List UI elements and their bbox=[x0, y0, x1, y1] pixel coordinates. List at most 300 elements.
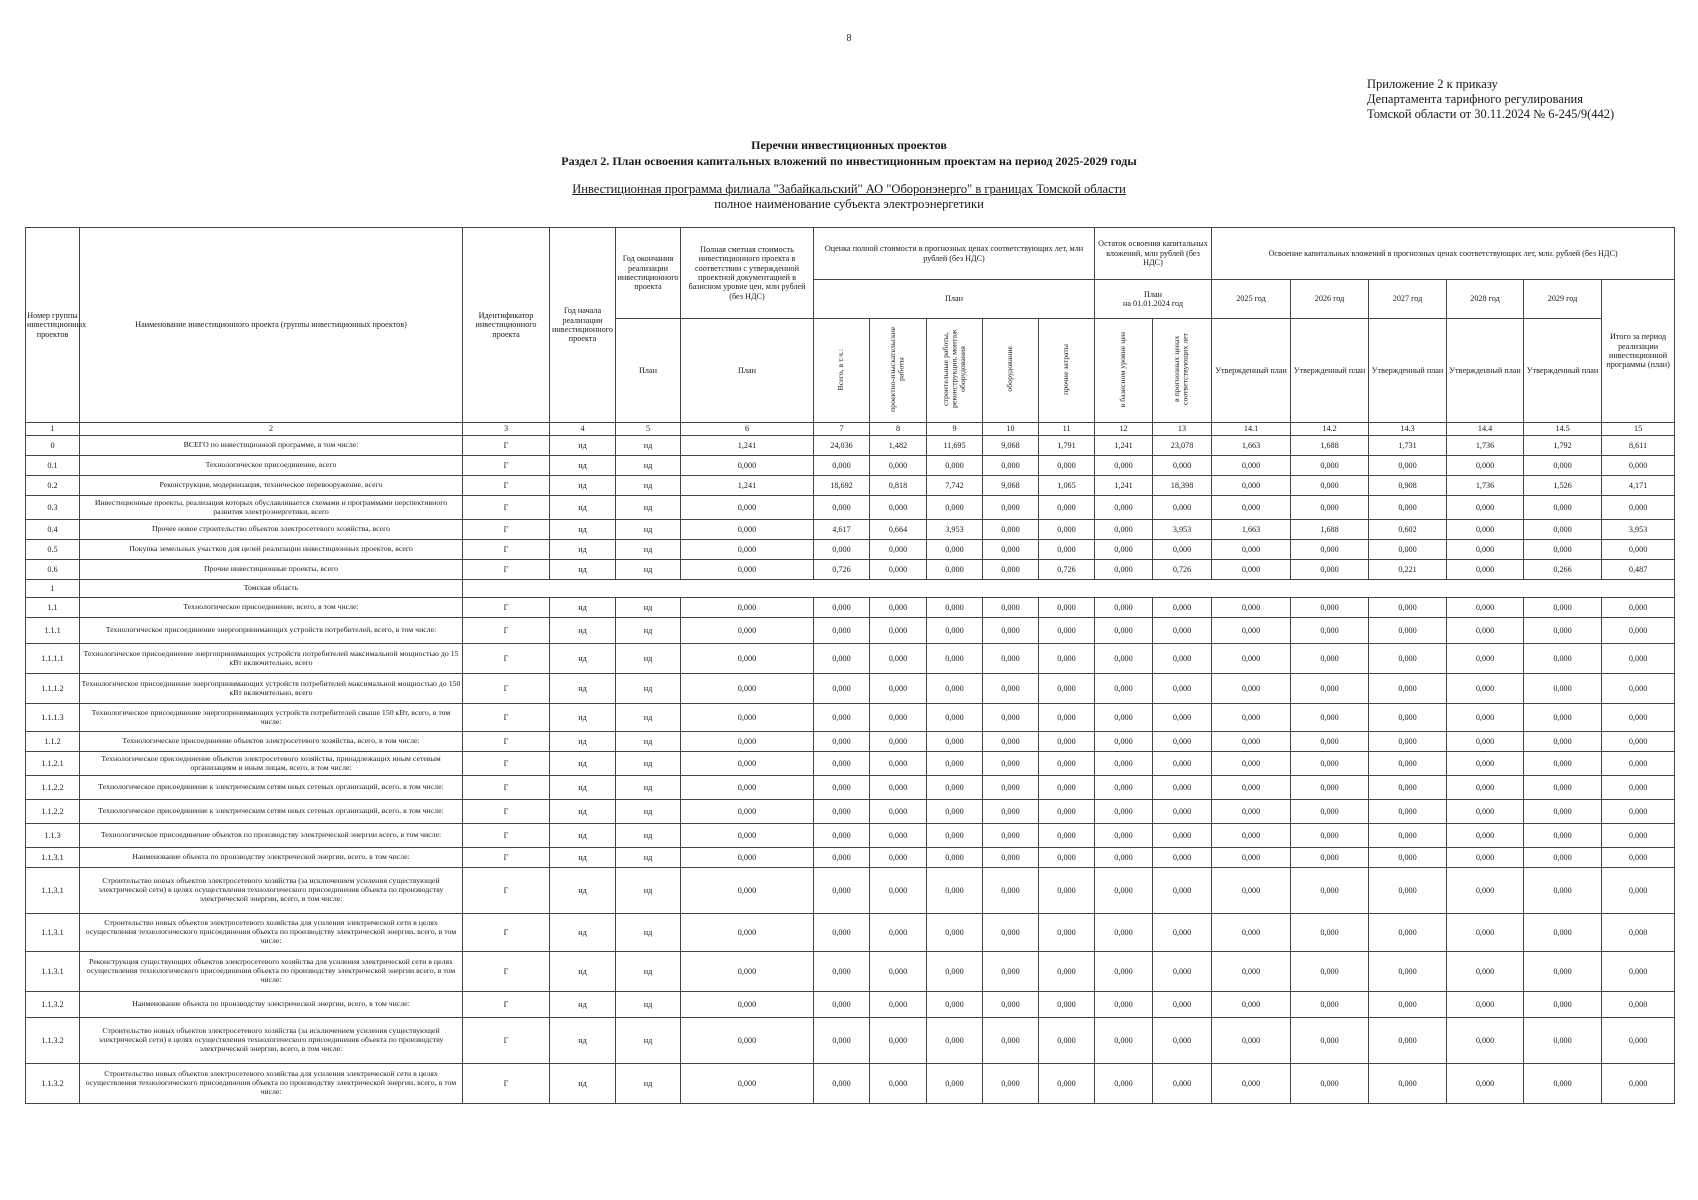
row-year-end: нд bbox=[616, 952, 681, 992]
row-value: 0,000 bbox=[1447, 800, 1524, 824]
row-name: Технологическое присоединение, всего bbox=[80, 456, 463, 476]
row-value: 1,241 bbox=[1095, 436, 1153, 456]
row-full-cost: 0,000 bbox=[681, 618, 814, 644]
row-value: 9,068 bbox=[983, 476, 1039, 496]
row-value: 0,000 bbox=[1095, 618, 1153, 644]
row-value: 0,000 bbox=[1602, 824, 1675, 848]
row-value: 0,000 bbox=[814, 848, 870, 868]
row-value: 0,000 bbox=[1095, 952, 1153, 992]
table-row bbox=[26, 992, 1675, 1018]
row-value: 0,000 bbox=[1212, 560, 1291, 580]
row-year-start: нд bbox=[550, 992, 616, 1018]
row-year-end: нд bbox=[616, 752, 681, 776]
row-value: 0,000 bbox=[1039, 952, 1095, 992]
row-name: Технологическое присоединение к электрическим сетям иных сетевых организаций, всего, в том числе: bbox=[80, 800, 463, 824]
row-full-cost: 0,000 bbox=[681, 868, 814, 914]
table-row bbox=[26, 520, 1675, 540]
row-year-start: нд bbox=[550, 1018, 616, 1064]
row-year-end: нд bbox=[616, 456, 681, 476]
row-year-start: нд bbox=[550, 476, 616, 496]
column-number: 14.4 bbox=[1447, 423, 1524, 436]
row-value: 0,000 bbox=[1095, 732, 1153, 752]
row-value: 0,000 bbox=[814, 540, 870, 560]
table-row bbox=[26, 618, 1675, 644]
row-value: 1,731 bbox=[1369, 436, 1447, 456]
row-value: 0,000 bbox=[1291, 800, 1369, 824]
row-value: 0,000 bbox=[870, 752, 927, 776]
row-year-start: нд bbox=[550, 540, 616, 560]
row-value: 0,000 bbox=[1039, 618, 1095, 644]
row-value: 0,602 bbox=[1369, 520, 1447, 540]
column-number: 15 bbox=[1602, 423, 1675, 436]
row-identifier: Г bbox=[463, 824, 550, 848]
row-value: 0,000 bbox=[1039, 800, 1095, 824]
row-number: 1.1.3.2 bbox=[26, 1018, 80, 1064]
row-value: 0,000 bbox=[1039, 824, 1095, 848]
row-value: 0,000 bbox=[1212, 868, 1291, 914]
row-value: 0,000 bbox=[1524, 824, 1602, 848]
row-value: 7,742 bbox=[927, 476, 983, 496]
row-value: 0,000 bbox=[1602, 952, 1675, 992]
row-value: 0,000 bbox=[1447, 992, 1524, 1018]
row-value: 0,000 bbox=[1602, 732, 1675, 752]
row-value: 0,000 bbox=[927, 824, 983, 848]
row-value: 18,692 bbox=[814, 476, 870, 496]
row-value: 0,000 bbox=[1095, 560, 1153, 580]
organization-block bbox=[0, 182, 1698, 212]
row-value: 0,000 bbox=[983, 800, 1039, 824]
row-value: 0,000 bbox=[814, 952, 870, 992]
row-value: 0,000 bbox=[1369, 456, 1447, 476]
row-name: Технологическое присоединение к электрическим сетям иных сетевых организаций, всего, в том числе: bbox=[80, 776, 463, 800]
row-value: 0,000 bbox=[1291, 618, 1369, 644]
header-full-cost: Полная сметная стоимость инвестиционного проекта в соответствии с утвержденной проектной документацией в базисном уровне цен, млн рублей (без НДС) bbox=[681, 228, 814, 319]
header-plan-line: План bbox=[1144, 289, 1163, 299]
row-value: 0,000 bbox=[983, 520, 1039, 540]
row-number: 1.1 bbox=[26, 598, 80, 618]
row-value: 1,791 bbox=[1039, 436, 1095, 456]
table-row bbox=[26, 914, 1675, 952]
row-value: 0,000 bbox=[1039, 914, 1095, 952]
appendix-line: Томской области от 30.11.2024 № 6-245/9(442) bbox=[1367, 107, 1615, 121]
row-value: 0,000 bbox=[1369, 704, 1447, 732]
row-value: 23,078 bbox=[1153, 436, 1212, 456]
row-value: 0,000 bbox=[1153, 704, 1212, 732]
row-number: 1.1.3.1 bbox=[26, 914, 80, 952]
table-row bbox=[26, 704, 1675, 732]
row-full-cost: 0,000 bbox=[681, 776, 814, 800]
row-value: 0,000 bbox=[983, 674, 1039, 704]
column-number: 12 bbox=[1095, 423, 1153, 436]
row-value: 0,000 bbox=[1039, 848, 1095, 868]
row-value: 0,000 bbox=[814, 704, 870, 732]
row-value: 0,000 bbox=[927, 704, 983, 732]
row-value: 0,000 bbox=[870, 824, 927, 848]
row-value: 0,000 bbox=[927, 732, 983, 752]
row-identifier: Г bbox=[463, 848, 550, 868]
row-value: 0,000 bbox=[814, 732, 870, 752]
row-value: 3,953 bbox=[927, 520, 983, 540]
row-value: 1,736 bbox=[1447, 436, 1524, 456]
row-value: 0,000 bbox=[1039, 456, 1095, 476]
row-value: 0,000 bbox=[1291, 914, 1369, 952]
column-number: 5 bbox=[616, 423, 681, 436]
row-year-start: нд bbox=[550, 824, 616, 848]
row-value: 0,000 bbox=[1524, 992, 1602, 1018]
row-value: 0,000 bbox=[1212, 848, 1291, 868]
row-year-end: нд bbox=[616, 992, 681, 1018]
section-empty-cell bbox=[463, 580, 1675, 598]
row-value: 0,000 bbox=[927, 644, 983, 674]
row-value: 0,000 bbox=[1602, 848, 1675, 868]
row-value: 0,000 bbox=[983, 732, 1039, 752]
row-value: 0,000 bbox=[1369, 540, 1447, 560]
row-value: 0,000 bbox=[1095, 824, 1153, 848]
row-year-start: нд bbox=[550, 752, 616, 776]
row-value: 0,000 bbox=[870, 496, 927, 520]
row-value: 0,000 bbox=[1524, 496, 1602, 520]
table-row bbox=[26, 1064, 1675, 1104]
row-full-cost: 0,000 bbox=[681, 456, 814, 476]
row-value: 0,000 bbox=[1602, 704, 1675, 732]
row-value: 0,000 bbox=[1369, 752, 1447, 776]
row-number: 1.1.3.1 bbox=[26, 848, 80, 868]
row-full-cost: 0,000 bbox=[681, 800, 814, 824]
row-value: 0,000 bbox=[1291, 560, 1369, 580]
table-header bbox=[26, 228, 1675, 436]
row-value: 0,000 bbox=[1095, 992, 1153, 1018]
row-name: Строительство новых объектов электросетевого хозяйства (за исключением усиления существующей электрической сети) в целях осуществления технологического присоединения объекта по производству электрической энергии, всего, в том числе: bbox=[80, 868, 463, 914]
row-value: 0,000 bbox=[983, 540, 1039, 560]
column-number: 14.3 bbox=[1369, 423, 1447, 436]
row-value: 0,000 bbox=[870, 1064, 927, 1104]
row-value: 0,000 bbox=[1447, 560, 1524, 580]
header-sub-equipment-text: оборудование bbox=[1005, 346, 1015, 393]
header-development: Освоение капитальных вложений в прогнозных ценах соответствующих лет, млн. рублей (без НДС) bbox=[1212, 228, 1675, 280]
row-name: Томская область bbox=[80, 580, 463, 598]
row-value: 0,000 bbox=[1153, 952, 1212, 992]
row-year-start: нд bbox=[550, 618, 616, 644]
row-value: 0,000 bbox=[1524, 1064, 1602, 1104]
row-value: 0,000 bbox=[1291, 704, 1369, 732]
row-value: 0,818 bbox=[870, 476, 927, 496]
row-value: 0,000 bbox=[1291, 476, 1369, 496]
row-value: 0,000 bbox=[1095, 704, 1153, 732]
row-value: 0,000 bbox=[1524, 952, 1602, 992]
row-value: 0,000 bbox=[1602, 868, 1675, 914]
row-name: Реконструкция, модернизация, техническое перевооружение, всего bbox=[80, 476, 463, 496]
row-value: 0,000 bbox=[1153, 496, 1212, 520]
row-value: 0,000 bbox=[1095, 752, 1153, 776]
row-value: 0,000 bbox=[927, 992, 983, 1018]
row-value: 0,000 bbox=[1039, 674, 1095, 704]
document-title bbox=[0, 137, 1698, 169]
row-value: 0,000 bbox=[1095, 674, 1153, 704]
row-name: Строительство новых объектов электросетевого хозяйства (за исключением усиления существующей электрической сети) в целях осуществления технологического присоединения объекта по производству электрической энергии, всего, в том числе: bbox=[80, 1018, 463, 1064]
row-value: 0,000 bbox=[814, 618, 870, 644]
row-full-cost: 0,000 bbox=[681, 560, 814, 580]
row-value: 0,000 bbox=[1212, 644, 1291, 674]
row-value: 0,000 bbox=[870, 644, 927, 674]
title-line: Раздел 2. План освоения капитальных вложений по инвестиционным проектам на период 2025-2029 годы bbox=[561, 154, 1137, 168]
row-value: 0,000 bbox=[983, 868, 1039, 914]
row-value: 0,000 bbox=[927, 456, 983, 476]
row-value: 0,000 bbox=[983, 496, 1039, 520]
row-value: 1,663 bbox=[1212, 436, 1291, 456]
row-value: 0,000 bbox=[927, 618, 983, 644]
row-value: 0,000 bbox=[1447, 540, 1524, 560]
row-value: 0,000 bbox=[1447, 644, 1524, 674]
header-sub-construction bbox=[927, 319, 983, 423]
row-value: 0,000 bbox=[983, 824, 1039, 848]
row-full-cost: 0,000 bbox=[681, 1018, 814, 1064]
row-name: Прочее новое строительство объектов электросетевого хозяйства, всего bbox=[80, 520, 463, 540]
row-value: 0,000 bbox=[814, 674, 870, 704]
column-number: 2 bbox=[80, 423, 463, 436]
row-value: 0,000 bbox=[1447, 496, 1524, 520]
row-full-cost: 0,000 bbox=[681, 644, 814, 674]
row-value: 0,000 bbox=[1602, 644, 1675, 674]
column-number: 7 bbox=[814, 423, 870, 436]
row-value: 0,000 bbox=[1095, 1064, 1153, 1104]
row-value: 0,000 bbox=[1291, 598, 1369, 618]
row-full-cost: 0,000 bbox=[681, 520, 814, 540]
row-value: 0,000 bbox=[1291, 824, 1369, 848]
row-value: 0,000 bbox=[1039, 1064, 1095, 1104]
header-remainder: Остаток освоения капитальных вложений, млн рублей (без НДС) bbox=[1095, 228, 1212, 280]
table-row bbox=[26, 824, 1675, 848]
row-value: 0,664 bbox=[870, 520, 927, 540]
row-full-cost: 0,000 bbox=[681, 598, 814, 618]
row-value: 0,000 bbox=[814, 752, 870, 776]
row-value: 1,241 bbox=[1095, 476, 1153, 496]
column-number: 6 bbox=[681, 423, 814, 436]
row-value: 0,000 bbox=[1602, 674, 1675, 704]
row-value: 0,000 bbox=[1153, 644, 1212, 674]
row-value: 0,000 bbox=[1291, 1064, 1369, 1104]
row-value: 0,000 bbox=[870, 848, 927, 868]
row-value: 0,000 bbox=[1291, 992, 1369, 1018]
row-full-cost: 1,241 bbox=[681, 476, 814, 496]
row-value: 0,000 bbox=[1524, 520, 1602, 540]
row-value: 9,068 bbox=[983, 436, 1039, 456]
row-identifier: Г bbox=[463, 496, 550, 520]
row-value: 0,000 bbox=[1095, 520, 1153, 540]
row-value: 0,000 bbox=[1153, 914, 1212, 952]
row-value: 0,000 bbox=[927, 752, 983, 776]
row-value: 0,000 bbox=[1524, 848, 1602, 868]
row-value: 0,000 bbox=[1524, 644, 1602, 674]
row-value: 1,688 bbox=[1291, 436, 1369, 456]
row-full-cost: 0,000 bbox=[681, 952, 814, 992]
row-year-start: нд bbox=[550, 848, 616, 868]
row-value: 0,000 bbox=[927, 800, 983, 824]
table-row bbox=[26, 560, 1675, 580]
row-value: 0,000 bbox=[1524, 800, 1602, 824]
row-value: 0,000 bbox=[1153, 868, 1212, 914]
row-value: 0,000 bbox=[927, 1018, 983, 1064]
row-name: Технологическое присоединение, всего, в том числе: bbox=[80, 598, 463, 618]
row-year-end: нд bbox=[616, 868, 681, 914]
row-value: 0,000 bbox=[1369, 800, 1447, 824]
row-identifier: Г bbox=[463, 992, 550, 1018]
row-year-start: нд bbox=[550, 644, 616, 674]
row-name: Строительство новых объектов электросетевого хозяйства для усиления электрической сети в целях осуществления технологического присоединения объекта по производству электрической энергии, всего, в том числе: bbox=[80, 914, 463, 952]
column-number: 8 bbox=[870, 423, 927, 436]
row-value: 4,171 bbox=[1602, 476, 1675, 496]
row-value: 8,611 bbox=[1602, 436, 1675, 456]
header-project-name: Наименование инвестиционного проекта (группы инвестиционных проектов) bbox=[80, 228, 463, 423]
row-number: 0 bbox=[26, 436, 80, 456]
header-approved-plan-2025: Утвержденный план bbox=[1212, 319, 1291, 423]
row-value: 0,000 bbox=[1212, 598, 1291, 618]
row-value: 0,000 bbox=[814, 456, 870, 476]
row-value: 0,000 bbox=[814, 496, 870, 520]
header-total-period: Итого за период реализации инвестиционной программы (план) bbox=[1602, 280, 1675, 423]
row-identifier: Г bbox=[463, 436, 550, 456]
header-sub-construction-text: строительные работы, реконструкция, монтаж оборудования bbox=[940, 330, 967, 409]
row-value: 0,000 bbox=[1524, 776, 1602, 800]
row-value: 0,000 bbox=[927, 776, 983, 800]
row-year-end: нд bbox=[616, 560, 681, 580]
row-identifier: Г bbox=[463, 800, 550, 824]
row-value: 0,000 bbox=[1153, 848, 1212, 868]
row-name: Наименование объекта по производству электрической энергии, всего, в том числе: bbox=[80, 848, 463, 868]
row-full-cost: 0,000 bbox=[681, 540, 814, 560]
row-identifier: Г bbox=[463, 476, 550, 496]
row-value: 0,000 bbox=[1447, 776, 1524, 800]
row-name: Наименование объекта по производству электрической энергии, всего, в том числе: bbox=[80, 992, 463, 1018]
row-value: 0,000 bbox=[1369, 992, 1447, 1018]
row-value: 0,000 bbox=[870, 800, 927, 824]
row-value: 0,000 bbox=[927, 1064, 983, 1104]
row-value: 24,036 bbox=[814, 436, 870, 456]
row-value: 0,000 bbox=[870, 992, 927, 1018]
row-number: 1.1.2 bbox=[26, 732, 80, 752]
row-value: 0,000 bbox=[983, 1064, 1039, 1104]
row-value: 0,000 bbox=[1095, 848, 1153, 868]
row-value: 0,000 bbox=[814, 992, 870, 1018]
row-value: 0,000 bbox=[1369, 868, 1447, 914]
appendix-note bbox=[1367, 77, 1614, 122]
column-number: 4 bbox=[550, 423, 616, 436]
row-value: 0,000 bbox=[983, 456, 1039, 476]
row-value: 0,000 bbox=[1212, 476, 1291, 496]
row-full-cost: 0,000 bbox=[681, 1064, 814, 1104]
row-value: 0,000 bbox=[1212, 704, 1291, 732]
row-full-cost: 0,000 bbox=[681, 496, 814, 520]
row-value: 0,000 bbox=[1447, 1064, 1524, 1104]
row-value: 0,000 bbox=[1524, 752, 1602, 776]
row-value: 0,000 bbox=[983, 848, 1039, 868]
row-value: 0,000 bbox=[983, 752, 1039, 776]
row-value: 0,000 bbox=[1524, 456, 1602, 476]
header-sub-other-text: прочие затраты bbox=[1061, 343, 1071, 395]
row-value: 0,000 bbox=[927, 496, 983, 520]
header-sub-equipment bbox=[983, 319, 1039, 423]
column-number: 14.2 bbox=[1291, 423, 1369, 436]
row-value: 0,000 bbox=[1447, 868, 1524, 914]
row-value: 0,000 bbox=[1447, 704, 1524, 732]
row-year-end: нд bbox=[616, 674, 681, 704]
row-name: Технологическое присоединение энергопринимающих устройств потребителей максимальной мощностью до 150 кВт включительно, всего bbox=[80, 674, 463, 704]
row-identifier: Г bbox=[463, 598, 550, 618]
row-value: 0,000 bbox=[1153, 800, 1212, 824]
column-number: 10 bbox=[983, 423, 1039, 436]
table-row bbox=[26, 868, 1675, 914]
row-value: 1,482 bbox=[870, 436, 927, 456]
column-number: 13 bbox=[1153, 423, 1212, 436]
row-value: 0,000 bbox=[983, 560, 1039, 580]
row-value: 0,000 bbox=[1369, 732, 1447, 752]
row-year-start: нд bbox=[550, 732, 616, 752]
row-number: 0.3 bbox=[26, 496, 80, 520]
investment-table bbox=[25, 227, 1675, 1104]
row-value: 0,000 bbox=[870, 776, 927, 800]
row-value: 0,000 bbox=[1095, 868, 1153, 914]
row-year-end: нд bbox=[616, 914, 681, 952]
header-year-end: Год окончания реализации инвестиционного проекта bbox=[616, 228, 681, 319]
row-value: 0,000 bbox=[1039, 704, 1095, 732]
header-sub-total bbox=[814, 319, 870, 423]
row-number: 1.1.1 bbox=[26, 618, 80, 644]
row-value: 0,000 bbox=[1369, 914, 1447, 952]
header-approved-plan-2028: Утвержденный план bbox=[1447, 319, 1524, 423]
row-name: Технологическое присоединение объектов по производству электрической энергии всего, в том числе: bbox=[80, 824, 463, 848]
row-year-start: нд bbox=[550, 560, 616, 580]
row-value: 0,000 bbox=[1095, 800, 1153, 824]
table-row bbox=[26, 1018, 1675, 1064]
organization-caption: полное наименование субъекта электроэнергетики bbox=[714, 197, 984, 211]
row-value: 0,000 bbox=[870, 868, 927, 914]
row-value: 0,000 bbox=[927, 952, 983, 992]
row-value: 0,000 bbox=[1369, 674, 1447, 704]
row-year-end: нд bbox=[616, 848, 681, 868]
row-identifier: Г bbox=[463, 674, 550, 704]
row-value: 0,000 bbox=[1153, 674, 1212, 704]
row-value: 0,000 bbox=[1212, 952, 1291, 992]
row-year-start: нд bbox=[550, 868, 616, 914]
row-value: 0,000 bbox=[1095, 598, 1153, 618]
row-value: 0,000 bbox=[983, 644, 1039, 674]
row-full-cost: 0,000 bbox=[681, 848, 814, 868]
header-sub-other bbox=[1039, 319, 1095, 423]
appendix-line: Департамента тарифного регулирования bbox=[1367, 92, 1583, 106]
row-value: 0,000 bbox=[1602, 752, 1675, 776]
row-value: 0,000 bbox=[1524, 1018, 1602, 1064]
row-value: 0,000 bbox=[983, 992, 1039, 1018]
table-row bbox=[26, 952, 1675, 992]
row-value: 0,000 bbox=[1447, 520, 1524, 540]
table-row bbox=[26, 496, 1675, 520]
row-identifier: Г bbox=[463, 456, 550, 476]
row-year-end: нд bbox=[616, 704, 681, 732]
row-value: 0,000 bbox=[870, 456, 927, 476]
row-value: 0,000 bbox=[927, 868, 983, 914]
row-value: 0,000 bbox=[1095, 496, 1153, 520]
row-value: 0,000 bbox=[1095, 914, 1153, 952]
row-value: 0,000 bbox=[1447, 1018, 1524, 1064]
row-year-start: нд bbox=[550, 598, 616, 618]
row-value: 0,000 bbox=[814, 824, 870, 848]
row-year-end: нд bbox=[616, 540, 681, 560]
row-value: 0,000 bbox=[1447, 752, 1524, 776]
row-name: Технологическое присоединение объектов электросетевого хозяйства, принадлежащих иным сетевым организациям и иным лицам, всего, в том числе: bbox=[80, 752, 463, 776]
row-full-cost: 0,000 bbox=[681, 752, 814, 776]
row-year-end: нд bbox=[616, 496, 681, 520]
table-row bbox=[26, 598, 1675, 618]
row-full-cost: 0,000 bbox=[681, 992, 814, 1018]
